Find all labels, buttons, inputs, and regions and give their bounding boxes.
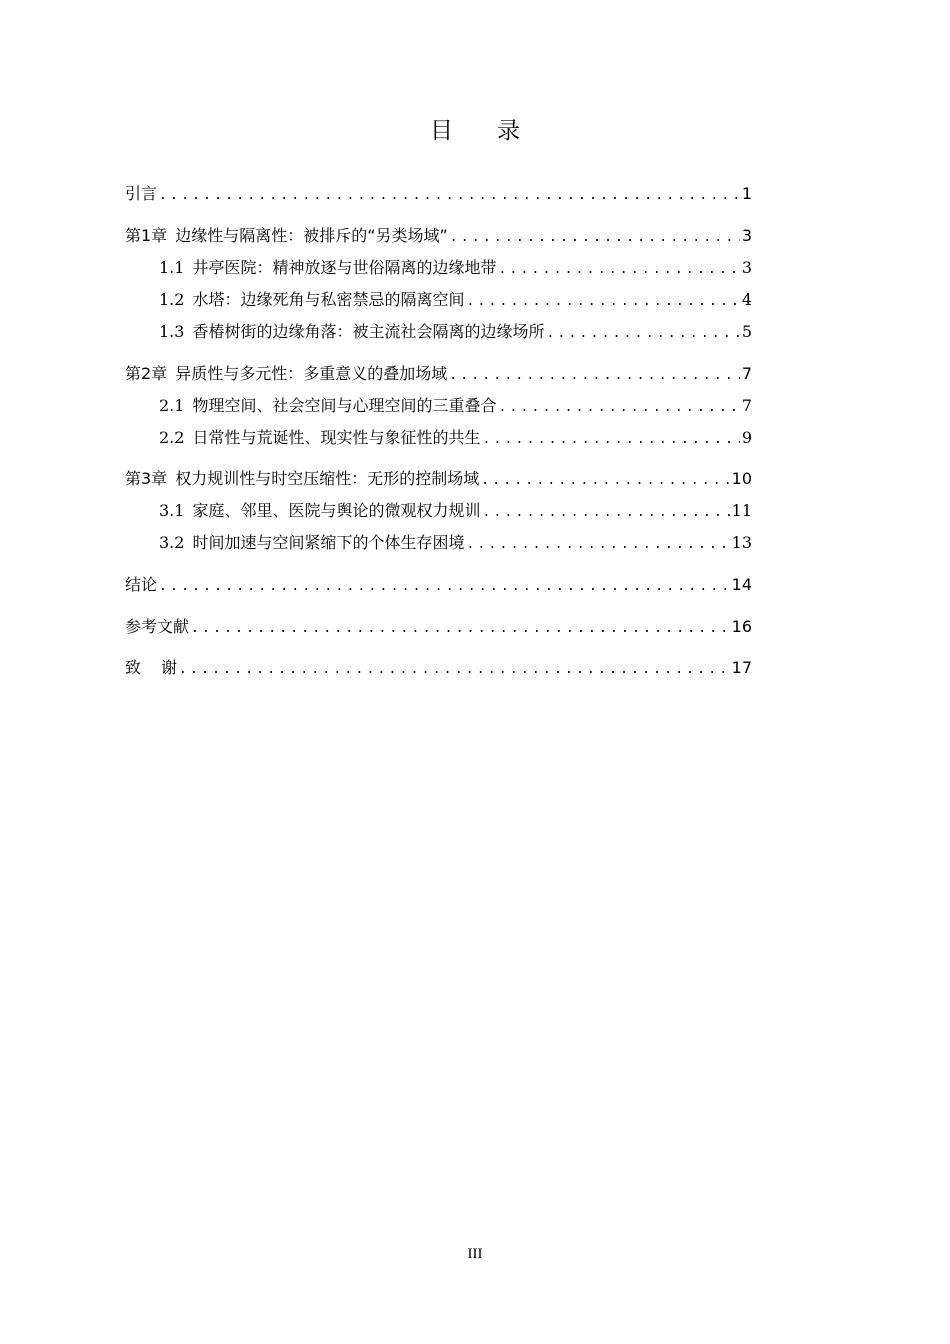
- toc-entry-page: 10: [731, 469, 752, 488]
- toc-entry-label: [125, 224, 448, 248]
- toc-entry-section-1-1[interactable]: [125, 256, 752, 280]
- dot-leader: [466, 290, 739, 314]
- section-title: 家庭、邻里、医院与舆论的微观权力规训: [192, 501, 481, 520]
- toc-entry-page: 16: [731, 617, 752, 636]
- toc-entry-page: 7: [741, 396, 752, 415]
- toc-entry-page: 11: [731, 501, 752, 520]
- chapter-title: 边缘性与隔离性：被排斥的“另类场域”: [175, 226, 448, 245]
- toc-entry-acknowledgements[interactable]: [125, 656, 752, 680]
- section-number: 3.2: [159, 533, 185, 552]
- toc-entry-section-3-2[interactable]: [125, 531, 752, 555]
- section-title: 时间加速与空间紧缩下的个体生存困境: [192, 533, 465, 552]
- dot-leader: [449, 364, 740, 388]
- label-char-2: 谢: [161, 658, 178, 677]
- toc-entry-page: 5: [741, 322, 752, 341]
- title-char-1: 目: [430, 118, 453, 144]
- dot-leader: [481, 469, 729, 493]
- toc-entry-label: [159, 256, 496, 280]
- toc-entry-label: [125, 656, 177, 680]
- title-char-2: 录: [497, 118, 520, 144]
- dot-leader: [159, 575, 730, 599]
- chapter-title: 权力规训性与时空压缩性：无形的控制场域: [175, 469, 480, 488]
- chapter-number: 第2章: [125, 364, 168, 383]
- toc-entry-label: 参考文献: [125, 617, 190, 636]
- toc-entry-label: [159, 531, 464, 555]
- toc-entry-page: 9: [741, 428, 752, 447]
- dot-leader: [546, 322, 739, 346]
- section-number: 1.1: [159, 258, 185, 277]
- footer-page-number: III: [467, 1246, 483, 1262]
- toc-entry-page: 17: [731, 658, 752, 677]
- section-number: 1.3: [159, 322, 185, 341]
- section-number: 2.2: [159, 428, 185, 447]
- section-number: 3.1: [159, 501, 185, 520]
- toc-entry-page: 7: [741, 364, 752, 383]
- toc-entry-label: [159, 426, 480, 450]
- dot-leader: [482, 428, 739, 452]
- toc-entry-label: 引言: [125, 184, 158, 203]
- toc-entry-label: 结论: [125, 575, 158, 594]
- toc-entry-label: [159, 394, 496, 418]
- toc-entry-section-2-1[interactable]: [125, 394, 752, 418]
- section-title: 井亭医院：精神放逐与世俗隔离的边缘地带: [192, 258, 497, 277]
- chapter-title: 异质性与多元性：多重意义的叠加场域: [175, 364, 448, 383]
- toc-entry-page: 13: [731, 533, 752, 552]
- toc-entry-section-3-1[interactable]: [125, 499, 752, 523]
- toc-entry-label: [125, 362, 447, 386]
- toc-entry-page: 3: [741, 258, 752, 277]
- toc-entry-chapter-1[interactable]: [125, 224, 752, 248]
- section-title: 水塔：边缘死角与私密禁忌的隔离空间: [192, 290, 465, 309]
- dot-leader: [191, 617, 730, 641]
- toc-entry-page: 1: [741, 184, 752, 203]
- toc-entry-chapter-2[interactable]: [125, 362, 752, 386]
- toc-entry-page: 3: [741, 226, 752, 245]
- toc-entry-label: [159, 499, 480, 523]
- toc-entry-introduction[interactable]: [125, 182, 752, 206]
- section-title: 香椿树街的边缘角落：被主流社会隔离的边缘场所: [192, 322, 545, 341]
- toc-entry-section-1-3[interactable]: [125, 320, 752, 344]
- section-title: 物理空间、社会空间与心理空间的三重叠合: [192, 396, 497, 415]
- dot-leader: [450, 226, 740, 250]
- chapter-number: 第1章: [125, 226, 168, 245]
- page-title: [0, 114, 950, 148]
- toc-entry-label: [125, 467, 479, 491]
- toc-entry-references[interactable]: [125, 615, 752, 639]
- dot-leader: [179, 658, 730, 682]
- section-number: 2.1: [159, 396, 185, 415]
- section-title: 日常性与荒诞性、现实性与象征性的共生: [192, 428, 481, 447]
- toc-entry-section-2-2[interactable]: [125, 426, 752, 450]
- dot-leader: [466, 533, 729, 557]
- dot-leader: [482, 501, 729, 525]
- toc-entry-label: [159, 288, 464, 312]
- toc-entry-conclusion[interactable]: [125, 573, 752, 597]
- toc-entry-section-1-2[interactable]: [125, 288, 752, 312]
- section-number: 1.2: [159, 290, 185, 309]
- toc-entry-page: 14: [731, 575, 752, 594]
- toc-entry-chapter-3[interactable]: [125, 467, 752, 491]
- dot-leader: [498, 396, 739, 420]
- toc-entry-page: 4: [741, 290, 752, 309]
- dot-leader: [159, 184, 740, 208]
- chapter-number: 第3章: [125, 469, 168, 488]
- toc-entry-label: [159, 320, 544, 344]
- label-char-1: 致: [125, 658, 142, 677]
- dot-leader: [498, 258, 739, 282]
